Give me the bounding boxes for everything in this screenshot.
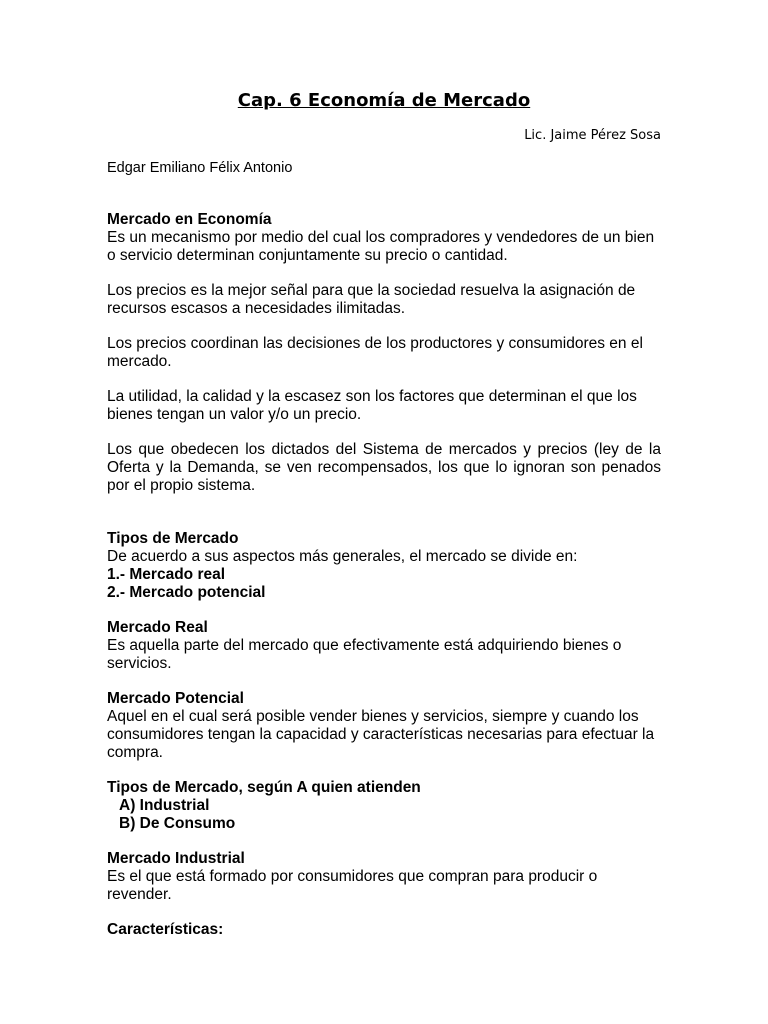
heading-tipos-de-mercado: Tipos de Mercado [107, 530, 239, 547]
document-body [107, 211, 661, 939]
list-item: A) Industrial [119, 797, 210, 814]
paragraph: Aquel en el cual será posible vender bienes y servicios, siempre y cuando los consumidores tengan la capacidad y características necesarias para efectuar la compra. [107, 708, 655, 761]
paragraph: Los precios coordinan las decisiones de los productores y consumidores en el mercado. [107, 335, 643, 370]
list-item: B) De Consumo [119, 815, 236, 832]
list-item: 1.- Mercado real [107, 566, 226, 583]
paragraph: Es un mecanismo por medio del cual los compradores y vendedores de un bien o servicio determinan conjuntamente su precio o cantidad. [107, 229, 655, 264]
heading-mercado-potencial: Mercado Potencial [107, 690, 244, 707]
document-title: Cap. 6 Economía de Mercado [237, 90, 531, 111]
heading-mercado-real: Mercado Real [107, 619, 208, 636]
heading-mercado-industrial: Mercado Industrial [107, 850, 245, 867]
paragraph: Los que obedecen los dictados del Sistema de mercados y precios (ley de la Oferta y la Demanda, se ven recompensados, los que lo ignoran son penados por el propio sistema. [107, 441, 661, 494]
paragraph: Es el que está formado por consumidores que compran para producir o revender. [107, 868, 598, 903]
heading-caracteristicas: Características: [107, 921, 224, 938]
paragraph: Los precios es la mejor señal para que la sociedad resuelva la asignación de recursos escasos a necesidades ilimitadas. [107, 282, 636, 317]
paragraph: De acuerdo a sus aspectos más generales, el mercado se divide en: [107, 548, 578, 565]
paragraph: Es aquella parte del mercado que efectivamente está adquiriendo bienes o servicios. [107, 637, 622, 672]
author-student: Edgar Emiliano Félix Antonio [107, 160, 293, 176]
heading-mercado-en-economia: Mercado en Economía [107, 211, 272, 228]
paragraph: La utilidad, la calidad y la escasez son los factores que determinan el que los bienes tengan un valor y/o un precio. [107, 388, 637, 423]
author-professor: Lic. Jaime Pérez Sosa [524, 128, 661, 143]
list-item: 2.- Mercado potencial [107, 584, 266, 601]
heading-tipos-segun-atienden: Tipos de Mercado, según A quien atienden [107, 779, 421, 796]
